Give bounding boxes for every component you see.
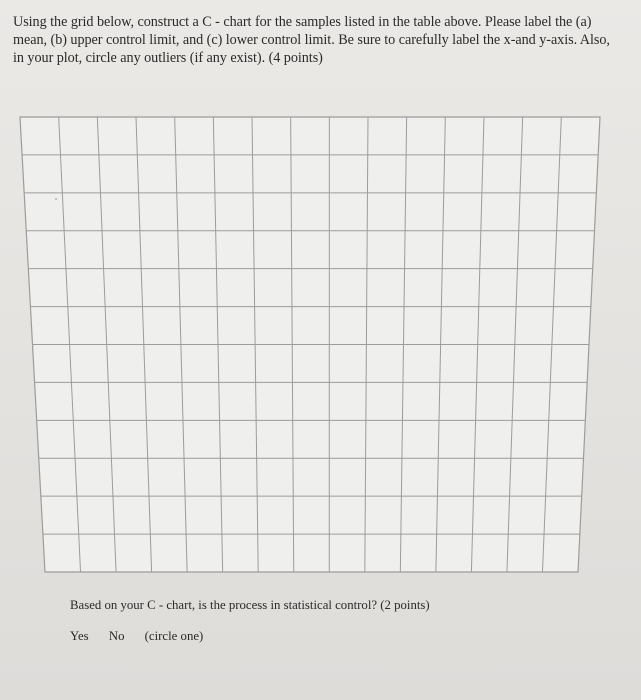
scan-mark-icon: ᵃ bbox=[55, 196, 57, 204]
instructions-text: Using the grid below, construct a C - chart for the samples listed in the table above. Please label the (a) mean, (b) upper control limit, and (c) lower control limit. Be sure to carefully label the x-and y-axis. Also, in your plot, circle any outliers (if any exist). (4 points) bbox=[13, 14, 610, 66]
answer-note: (circle one) bbox=[144, 629, 204, 643]
control-question: Based on your C - chart, is the process in statistical control? (2 points) bbox=[70, 598, 430, 612]
answer-options bbox=[70, 629, 220, 644]
answer-yes[interactable]: Yes bbox=[70, 629, 89, 643]
answer-no[interactable]: No bbox=[108, 629, 125, 643]
